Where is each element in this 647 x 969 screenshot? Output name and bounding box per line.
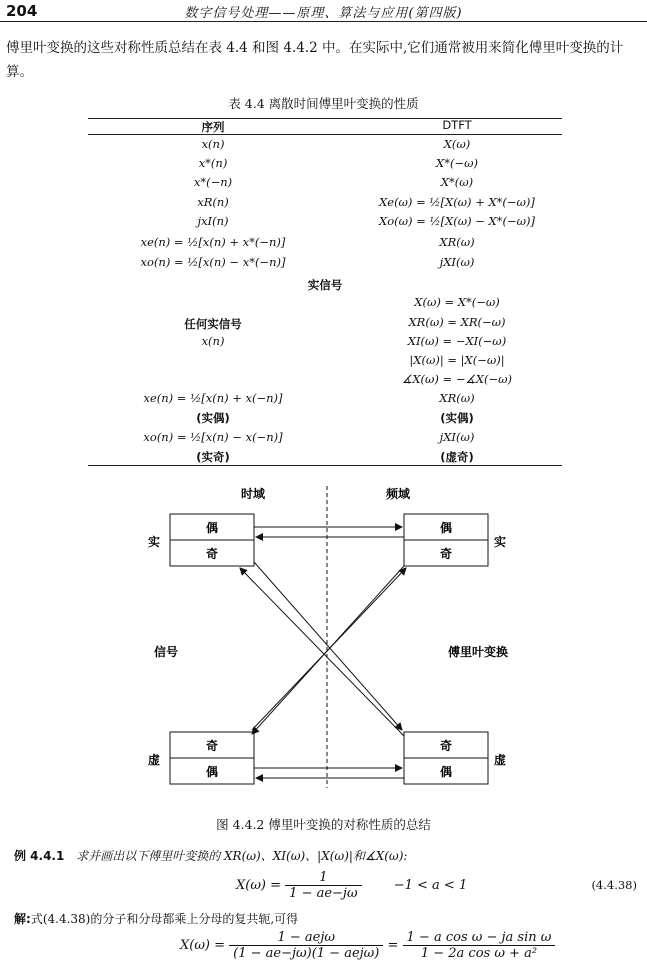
col-header-sequence: 序列 (201, 120, 225, 134)
table-cell: x(n) (201, 334, 225, 348)
table-bottom-rule (88, 465, 562, 466)
box-label-odd: 奇 (205, 739, 219, 753)
table-cell: XI(ω) = −XI(−ω) (407, 334, 507, 348)
eq-fraction (403, 930, 556, 961)
example-text: 求并画出以下傅里叶变换的 XR(ω)、XI(ω)、|X(ω)|和∡X(ω): (76, 849, 408, 863)
table-cell: X(ω) = X*(−ω) (414, 295, 500, 309)
intro-paragraph: 傅里叶变换的这些对称性质总结在表 4.4 和图 4.4.2 中。在实际中,它们通常被用来简化傅里叶变换的计算。 (6, 40, 624, 80)
table-cell: jXI(ω) (439, 430, 475, 444)
table-cell: (虚奇) (440, 450, 474, 464)
symmetry-diagram (0, 478, 647, 808)
table-cell: (实奇) (196, 450, 230, 464)
col-header-dtft: DTFT (442, 118, 472, 132)
table-cell: (实偶) (440, 411, 474, 425)
table-cell: XR(ω) (439, 235, 475, 249)
header-rule (0, 21, 647, 22)
box-label-odd: 奇 (205, 547, 219, 561)
eq-denominator: 1 − 2a cos ω + a² (420, 946, 538, 961)
table-cell: jXI(ω) (439, 255, 475, 269)
page-number: 204 (6, 2, 38, 20)
table-cell: x*(−n) (193, 175, 233, 189)
eq-fraction (229, 930, 383, 961)
signal-label: 信号 (153, 645, 179, 659)
box-label-odd: 奇 (439, 547, 453, 561)
example-label: 例 4.4.1 (14, 849, 65, 863)
running-title: 数字信号处理——原理、算法与应用(第四版) (184, 6, 463, 21)
table-cell: xe(n) = ½[x(n) + x(−n)] (143, 391, 283, 405)
box-label-odd: 奇 (439, 739, 453, 753)
section-label-real: 实信号 (307, 278, 343, 292)
solution-text: 式(4.4.38)的分子和分母都乘上分母的复共轭,可得 (30, 912, 299, 926)
table-cell: xR(n) (197, 195, 229, 209)
table-cell: X*(−ω) (436, 156, 478, 170)
table-cell: Xo(ω) = ½[X(ω) − X*(−ω)] (379, 214, 535, 228)
example-block (14, 847, 407, 864)
table-cell: jxI(n) (197, 214, 229, 228)
table-cell: Xe(ω) = ½[X(ω) + X*(−ω)] (379, 195, 535, 209)
imag-label-right: 虚 (494, 753, 507, 767)
table-cell: xe(n) = ½[x(n) + x*(−n)] (140, 235, 286, 249)
eq-denominator: (1 − ae−jω)(1 − aejω) (233, 946, 380, 961)
solution-label: 解: (14, 912, 31, 926)
eq-condition: −1 < a < 1 (393, 878, 468, 893)
eq-lhs: X(ω) = (180, 938, 226, 953)
table-cell: X*(ω) (440, 175, 474, 189)
eq-numerator: 1 (285, 870, 361, 886)
figure-caption: 图 4.4.2 傅里叶变换的对称性质的总结 (216, 817, 431, 832)
table-cell: xo(n) = ½[x(n) − x(−n)] (143, 430, 283, 444)
transform-label: 傅里叶变换 (447, 645, 509, 659)
arrow-imag-odd-to-real-odd (252, 568, 406, 730)
real-label-left: 实 (147, 535, 160, 549)
box-label-even: 偶 (439, 765, 453, 779)
eq-denominator: 1 − ae−jω (289, 886, 358, 901)
freq-domain-label: 频域 (385, 487, 411, 501)
box-label-even: 偶 (205, 521, 219, 535)
table-cell: xo(n) = ½[x(n) − x*(−n)] (140, 255, 286, 269)
solution-equation: X(ω) = $\frac{\text{1 − aejω}}{\text{(1 − ae−jω)(1 − aejω)}}$ = $\frac{\text{1 − a cos ω − ja sin ω}}{\text{1 − 2a cos ω + a²}}$ (180, 930, 555, 961)
table-cell: XR(ω) = XR(−ω) (408, 315, 506, 329)
table-cell: XR(ω) (439, 391, 475, 405)
eq-lhs: X(ω) = (236, 878, 282, 893)
box-label-even: 偶 (205, 765, 219, 779)
eq-numerator: 1 − a cos ω − ja sin ω (403, 930, 556, 946)
table-cell: (实偶) (196, 411, 230, 425)
table-cell: |X(ω)| = |X(−ω)| (409, 353, 505, 367)
time-domain-label: 时域 (240, 487, 266, 501)
box-label-even: 偶 (439, 521, 453, 535)
table-cell: X(ω) (443, 137, 471, 151)
solution-block (14, 910, 298, 927)
table-caption: 表 4.4 离散时间傅里叶变换的性质 (228, 96, 419, 111)
equation-4-4-38 (236, 870, 467, 901)
equation-number: (4.4.38) (591, 878, 637, 892)
table-cell: x*(n) (198, 156, 228, 170)
table-cell: x(n) (201, 137, 225, 151)
table-cell: ∡X(ω) = −∡X(−ω) (402, 372, 512, 386)
eq-fraction (285, 870, 361, 901)
table-cell: 任何实信号 (184, 317, 242, 331)
real-label-right: 实 (494, 535, 507, 549)
imag-label-left: 虚 (147, 753, 160, 767)
eq-numerator: 1 − aejω (229, 930, 383, 946)
